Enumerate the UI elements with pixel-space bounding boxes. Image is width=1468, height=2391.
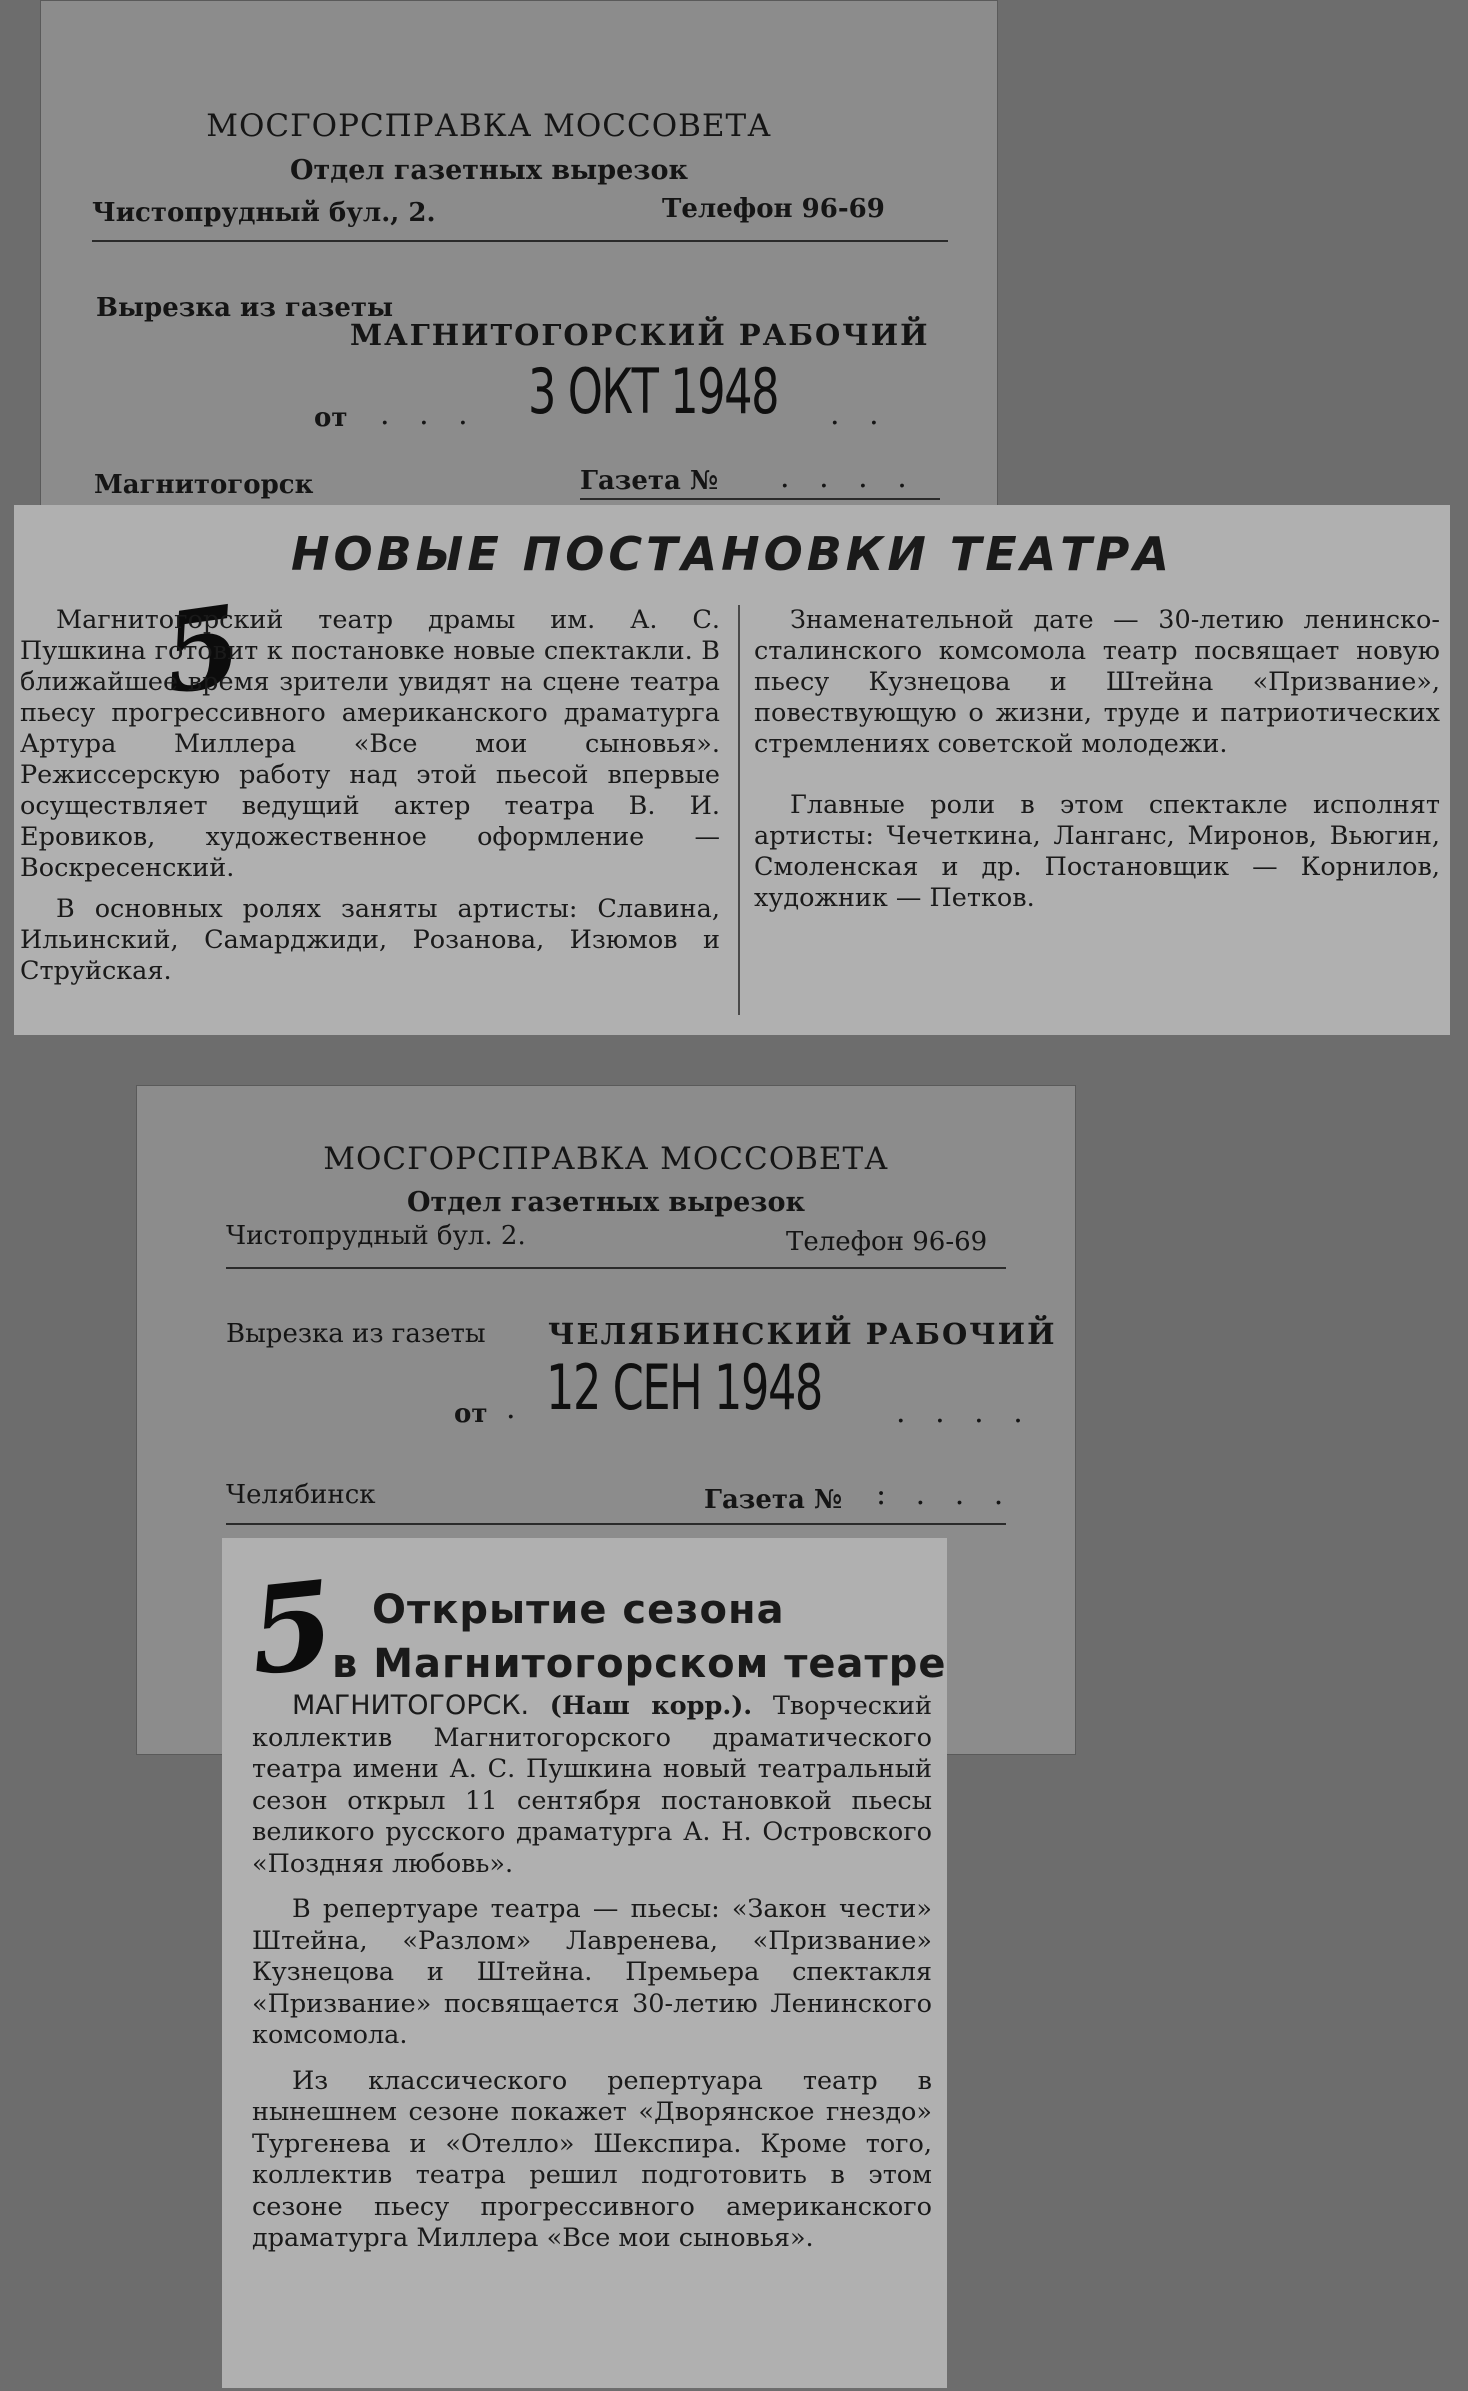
card-org: МОСГОРСПРАВКА МОССОВЕТА [323, 1141, 889, 1177]
card-date-dots-end: . . [830, 397, 889, 432]
card-gazeta-dots: : . . . [876, 1477, 1014, 1512]
card-phone: Телефон 96-69 [662, 194, 885, 224]
article-paragraph: Главные роли в этом спектакле исполнят артисты: Чечеткина, Ланганс, Миронов, Вьюгин, Смоленская и др. Постановщик — Корнилов, художник — Петков. [754, 790, 1440, 913]
article-paragraph [252, 1690, 932, 1880]
card-clipping-label: Вырезка из газеты [96, 293, 394, 323]
newspaper-clipping-2 [222, 1538, 947, 2388]
card-newspaper-name: МАГНИТОГОРСКИЙ РАБОЧИЙ [350, 318, 930, 352]
card-dept: Отдел газетных вырезок [290, 155, 688, 186]
column-divider [738, 605, 740, 1015]
card-gazeta-number: Газета № [580, 466, 719, 496]
article-paragraph: Знаменательной дате — 30-летию ленинско-сталинского комсомола театр посвящает новую пьесу Кузнецова и Штейна «Призвание», повествующую о жизни, труде и патриотических стремлениях советской молодежи. [754, 605, 1440, 759]
article-right-column [754, 605, 1440, 914]
card-date-prefix: от [314, 403, 348, 433]
article-body [252, 1690, 932, 2255]
newspaper-clipping-1 [14, 505, 1450, 1035]
card-gazeta-dots: . . . . [780, 460, 917, 495]
clipping-service-card-1 [40, 0, 998, 508]
card-rule [92, 240, 948, 242]
card-dept: Отдел газетных вырезок [407, 1187, 805, 1218]
card-address: Чистопрудный бул., 2. [92, 198, 436, 228]
card-city: Магнитогорск [94, 470, 314, 500]
article-title-line: в Магнитогорском театре [332, 1641, 947, 1687]
handwritten-mark: 5 [155, 580, 250, 719]
card-rule-bottom [580, 498, 940, 500]
card-phone: Телефон 96-69 [786, 1227, 988, 1257]
card-date-prefix: от [454, 1399, 488, 1429]
article-correspondent: (Наш корр.). [549, 1691, 753, 1721]
article-left-column [20, 605, 720, 987]
card-gazeta-number: Газета № [704, 1485, 843, 1515]
article-paragraph-text: Творческий коллектив Магнитогорского драматического театра имени А. С. Пушкина новый театральный сезон открыл 11 сентября постановкой пьесы великого русского драматурга А. Н. Островского «Поздняя любовь». [252, 1691, 933, 1879]
article-title: НОВЫЕ ПОСТАНОВКИ ТЕАТРА [291, 527, 1173, 581]
card-date-dots: . . . [380, 397, 478, 432]
article-dateline: МАГНИТОГОРСК. [292, 1690, 530, 1721]
article-title [332, 1583, 947, 1691]
card-date-dots: . [506, 1391, 526, 1426]
card-newspaper-name: ЧЕЛЯБИНСКИЙ РАБОЧИЙ [548, 1317, 1057, 1351]
article-paragraph: Из классического репертуара театр в нынешнем сезоне покажет «Дворянское гнездо» Тургенева и «Отелло» Шекспира. Кроме того, коллектив театра решил подготовить в этом сезоне пьесу прогрессивного американского драматурга Миллера «Все мои сыновья». [252, 2065, 932, 2253]
card-address: Чистопрудный бул. 2. [226, 1221, 526, 1251]
card-org: МОСГОРСПРАВКА МОССОВЕТА [206, 108, 772, 144]
handwritten-mark: 5 [242, 1554, 341, 1703]
article-paragraph: В репертуаре театра — пьесы: «Закон чести» Штейна, «Разлом» Лавренева, «Призвание» Кузнецова и Штейна. Премьера спектакля «Призвание» посвящается 30-летию Ленинского комсомола. [252, 1894, 932, 2050]
article-title-line: Открытие сезона [372, 1587, 785, 1633]
card-clipping-label: Вырезка из газеты [226, 1319, 486, 1349]
card-date-stamp: 3 ОКТ 1948 [528, 355, 779, 428]
article-paragraph: В основных ролях заняты артисты: Славина, Ильинский, Самарджиди, Розанова, Изюмов и Струйская. [20, 894, 720, 986]
card-rule-bottom [226, 1523, 1006, 1525]
article-paragraph: Магнитогорский театр драмы им. А. С. Пушкина готовит к постановке новые спектакли. В ближайшее время зрители увидят на сцене театра пьесу прогрессивного американского драматурга Артура Миллера «Все мои сыновья». Режиссерскую работу над этой пьесой впервые осуществляет ведущий актер театра В. И. Еровиков, художественное оформление — Воскресенский. [20, 605, 720, 883]
card-date-dots-end: . . . . [896, 1395, 1033, 1430]
card-city: Челябинск [226, 1480, 376, 1510]
card-date-stamp: 12 СЕН 1948 [546, 1351, 822, 1424]
card-rule [226, 1267, 1006, 1269]
